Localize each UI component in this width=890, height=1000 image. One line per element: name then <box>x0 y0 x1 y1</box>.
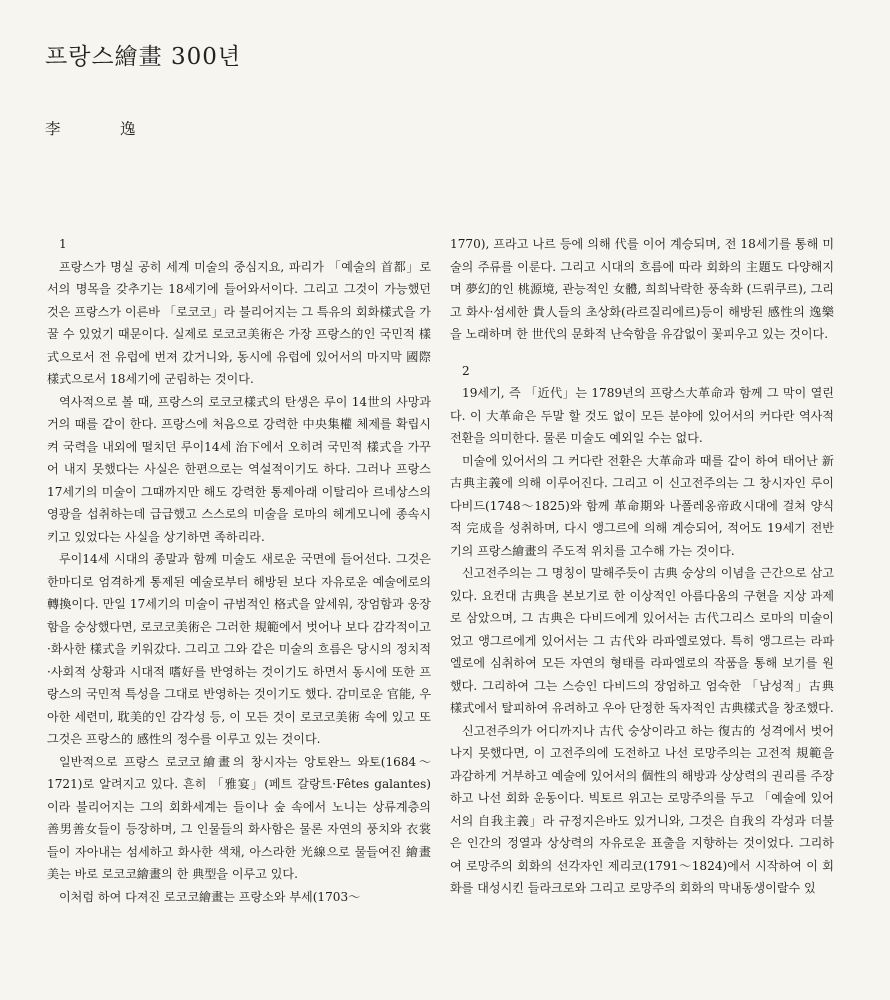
paragraph: 프랑스가 명실 공히 세계 미술의 중심지요, 파리가 「예술의 首都」로서의 명목을 갖추기는 18세기에 들어와서이다. 그리고 그것이 가능했던 것은 프랑스가 이른바 「로코코」라 불리어지는 그 특유의 회화樣式을 가꿀 수 있었기 때문이다. 실제로 로코코美術은 가장 프랑스的인 국민적 樣式으로서 전 유럽에 번져 갔거니와, 동시에 유럽에 있어서의 마지막 國際樣式으로서 18세기에 군림하는 것이다. <box>47 259 431 386</box>
section-number-2: 2 <box>462 363 470 378</box>
paragraph: 루이14세 시대의 종말과 함께 미술도 새로운 국면에 들어선다. 그것은 한마디로 엄격하게 통제된 예술로부터 해방된 보다 자유로운 예술에로의 轉換이다. 만일 17세기의 미술이 규범적인 格式을 앞세워, 장엄함과 웅장함을 숭상했다면, 로코코美術은 그러한 規範에서 벗어나 보다 감각적이고·화사한 樣式을 키워갔다. 그리고 그와 같은 미술의 흐름은 당시의 정치적·사회적 상황과 시대적 嗜好를 반영하는 것이기도 하면서 동시에 또한 프랑스의 국민적 특성을 그대로 반영하는 것이기도 했다. 감미로운 官能, 우아한 세련미, 耽美的인 감각성 등, 이 모든 것이 로코코美術 속에 있고 또 그것은 프랑스的 感性의 정수를 이루고 있는 것이다. <box>47 552 431 746</box>
left-column <box>47 233 431 908</box>
paragraph: 역사적으로 볼 때, 프랑스의 로코코樣式의 탄생은 루이 14世의 사망과 거의 때를 같이 한다. 프랑스에 처음으로 강력한 中央集權 체제를 확립시켜 국력을 내외에 떨치던 루이14세 治下에서 오히려 국민적 樣式을 가꾸어 내지 못했다는 사실은 한편으로는 역설적이기도 하다. 그러나 프랑스 17세기의 미술이 그때까지만 해도 강력한 통제아래 이탈리아 르네상스의 영광을 섭취하는데 급급했고 스스로의 미술을 로마의 헤게모니에 종속시키고 있었다는 사실을 상기하면 족하리라. <box>47 394 431 544</box>
paragraph: 미술에 있어서의 그 커다란 전환은 大革命과 때를 같이 하여 태어난 新古典主義에 의해 이루어진다. 그리고 이 신고전주의는 그 창시자인 루이 다비드(1748～1825)와 함께 革命期와 나폴레옹帝政시대에 걸쳐 양식적 完成을 성취하며, 다시 앵그르에 의해 계승되어, 적어도 19세기 전반기의 프랑스繪畫의 주도적 위치를 고수해 가는 것이다. <box>450 453 834 558</box>
paragraph: 신고전주의가 어디까지나 古代 숭상이라고 하는 復古的 성격에서 벗어나지 못했다면, 이 고전주의에 도전하고 나선 로망주의는 고전적 規範을 과감하게 거부하고 예술에 있어서의 個性의 해방과 상상력의 권리를 주장하고 나선 회화 운동이다. 빅토르 위고는 로망주의를 두고 「예술에 있어서의 自我主義」라 규정지은바도 있거니와, 그것은 自我의 각성과 더불은 인간의 정열과 상상력의 자유로운 표출을 지향하는 것이었다. 그리하여 로망주의 회화의 선각자인 제리코(1791～1824)에서 시작하여 이 회화를 대성시킨 들라크로와 그리고 로망주의 회화의 막내동생이랄수 있 <box>450 723 834 895</box>
paragraph: 19세기, 즉 「近代」는 1789년의 프랑스大革命과 함께 그 막이 열린다. 이 大革命은 두말 할 것도 없이 모든 분야에 있어서의 커다란 역사적 전환을 의미한다. 물론 미술도 예외일 수는 없다. <box>450 386 834 445</box>
article-title: 프랑스繪畫 300년 <box>45 44 242 70</box>
right-column <box>450 233 834 900</box>
section-number-1: 1 <box>59 237 67 251</box>
paragraph-continuation: 1770), 프라고 나르 등에 의해 代를 이어 계승되며, 전 18세기를 통해 미술의 주류를 이룬다. 그리고 시대의 흐름에 따라 회화의 主題도 다양해지며 夢幻的인 桃源境, 관능적인 女體, 희희낙락한 풍속화 (드뤼쿠르), 그리고 화사·섬세한 貴人들의 초상화(라르질리에르)등이 해방된 感性의 逸樂을 노래하며 한 世代의 문화적 난숙함을 유감없이 꽃피우고 있는 것이다. <box>450 237 834 341</box>
paragraph: 이처럼 하여 다져진 로코코繪畫는 프랑소와 부세(1703～ <box>59 889 361 904</box>
article-author: 李 逸 <box>45 120 158 138</box>
paragraph: 일반적으로 프랑스 로코코繪畫의 창시자는 앙토완느 와토(1684～1721)로 알려지고 있다. 흔히 「雅宴」(페트 갈랑트·Fêtes galantes)이라 불리어지는 그의 회화세계는 들이나 숲 속에서 노니는 상류계층의 善男善女들이 등장하며, 그 인물들의 화사함은 물론 자연의 풍치와 衣裳들이 자아내는 섬세하고 화사한 색채, 아스라한 光線으로 물들여진 繪畫美는 바로 로코코繪畫의 한 典型을 이루고 있다. <box>47 754 431 881</box>
paragraph: 신고전주의는 그 명칭이 말해주듯이 古典 숭상의 이념을 근간으로 삼고 있다. 요컨대 古典을 본보기로 한 이상적인 아름다움의 구현을 지상 과제로 삼았으며, 그 古典은 다비드에게 있어서는 古代그리스 로마의 미술이었고 앵그르에게 있어서는 그 古代와 라파엘로였다. 특히 앵그르는 라파엘로에 심취하여 모든 자연의 형태를 라파엘로의 작품을 통해 보기를 원했다. 그리하여 그는 스승인 다비드의 장엄하고 엄숙한 「남성적」古典 樣式에서 탈피하여 유려하고 우아 단정한 독자적인 古典樣式을 창조했다. <box>450 566 834 715</box>
